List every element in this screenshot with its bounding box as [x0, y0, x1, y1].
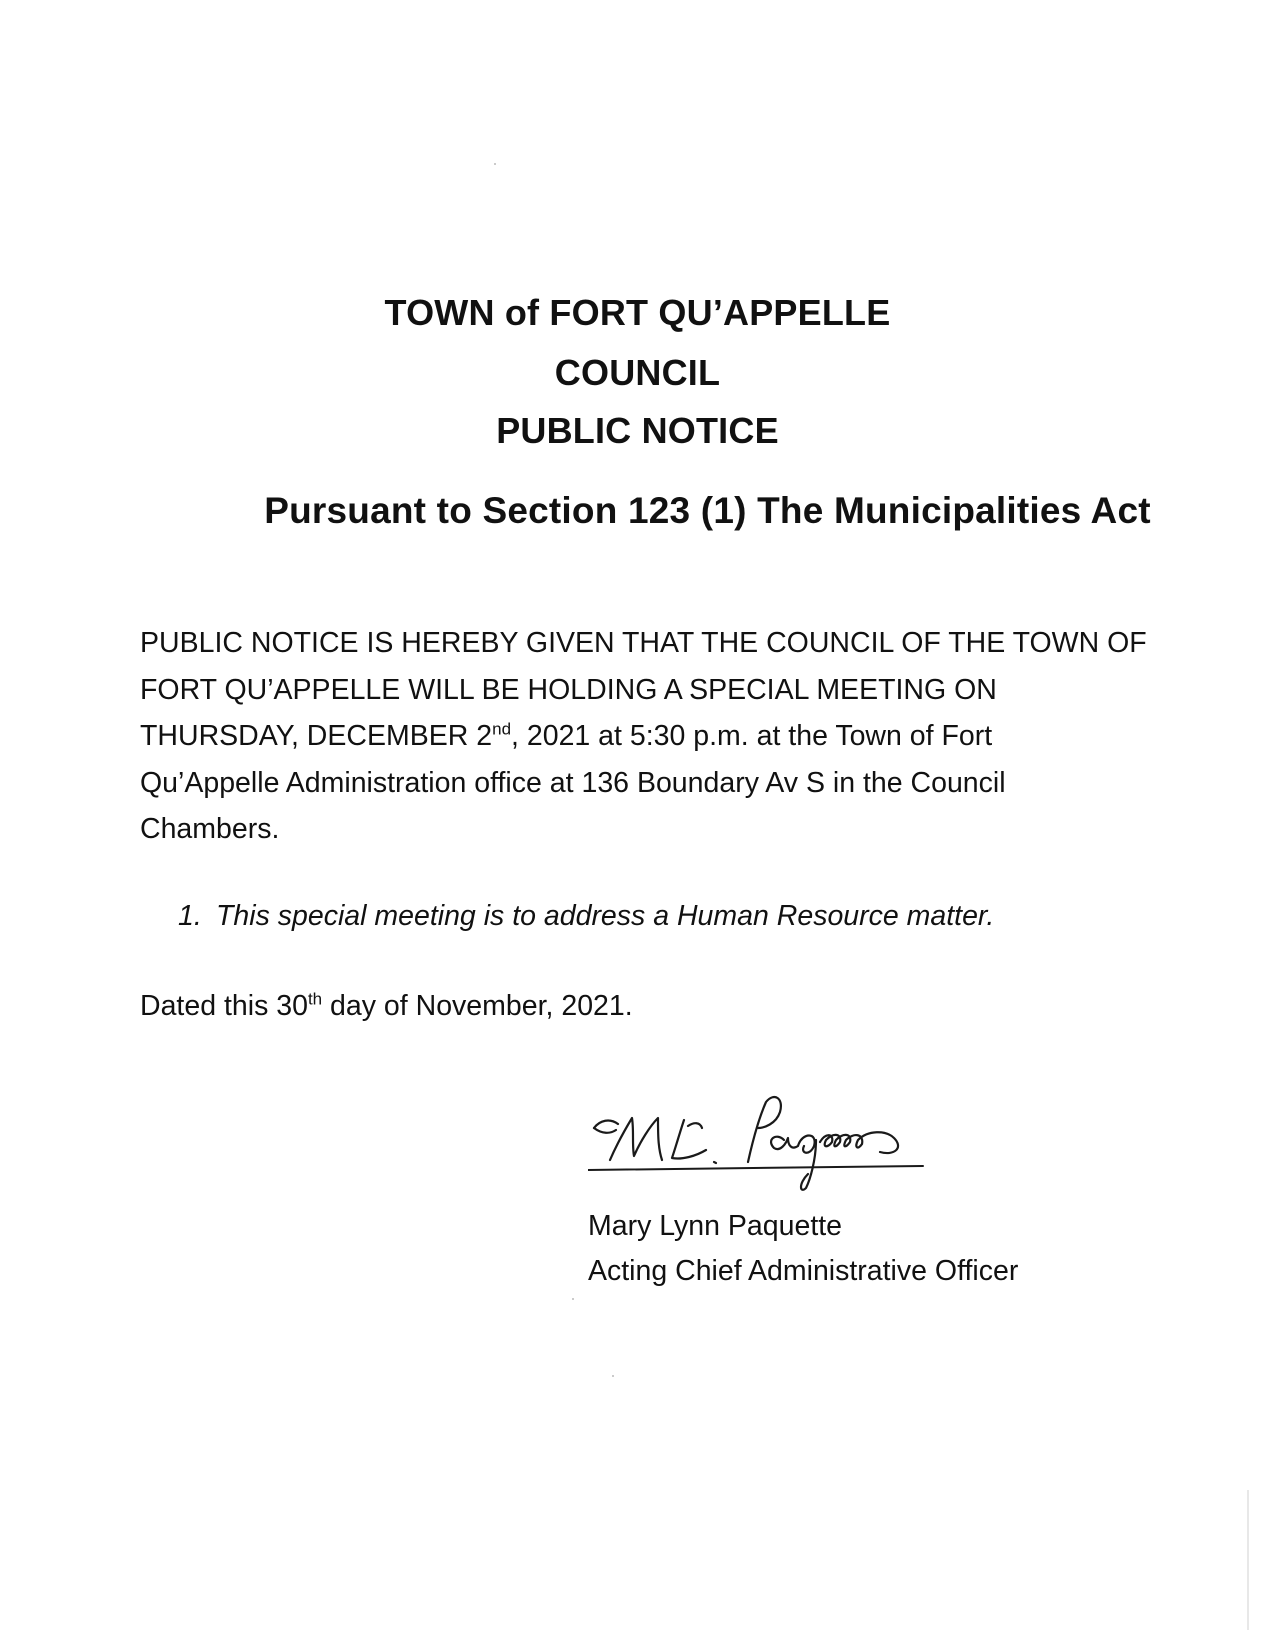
- dated-rest: day of November, 2021.: [322, 990, 633, 1022]
- town-title: TOWN of FORT QU’APPELLE: [384, 292, 891, 333]
- act-subheading: Pursuant to Section 123 (1) The Municipalities Act: [264, 490, 1151, 531]
- scan-edge: [1247, 1490, 1249, 1630]
- agenda-item-text: This special meeting is to address a Human Resource matter.: [216, 900, 995, 932]
- signer-name: Mary Lynn Paquette: [588, 1210, 843, 1242]
- signer-title: Acting Chief Administrative Officer: [588, 1255, 1019, 1287]
- notice-line: Qu’Appelle Administration office at 136 Boundary Av S in the Council: [140, 766, 1006, 799]
- scan-speck: [494, 163, 496, 165]
- meeting-date: THURSDAY, DECEMBER 2: [140, 720, 493, 752]
- scan-speck: [612, 1375, 614, 1377]
- notice-line: Chambers.: [140, 813, 280, 845]
- notice-date-line: [140, 713, 1130, 760]
- dated-ordinal: th: [307, 989, 323, 1009]
- council-title: COUNCIL: [554, 352, 721, 393]
- notice-line: FORT QU’APPELLE WILL BE HOLDING A SPECIAL MEETING ON: [140, 673, 997, 706]
- meeting-time-location: , 2021 at 5:30 p.m. at the Town of Fort: [511, 720, 993, 752]
- dated-prefix: Dated this 30: [140, 990, 308, 1022]
- meeting-date-ordinal: nd: [492, 719, 512, 739]
- agenda-item-number: 1.: [178, 900, 202, 932]
- notice-line: PUBLIC NOTICE IS HEREBY GIVEN THAT THE COUNCIL OF THE TOWN OF: [140, 627, 1147, 659]
- notice-paragraph: [140, 620, 1147, 853]
- scan-speck: [572, 1298, 574, 1300]
- agenda-item: [178, 900, 994, 933]
- public-notice-title: PUBLIC NOTICE: [496, 410, 779, 451]
- dated-line: [140, 990, 633, 1023]
- handwritten-signature: [588, 1090, 968, 1200]
